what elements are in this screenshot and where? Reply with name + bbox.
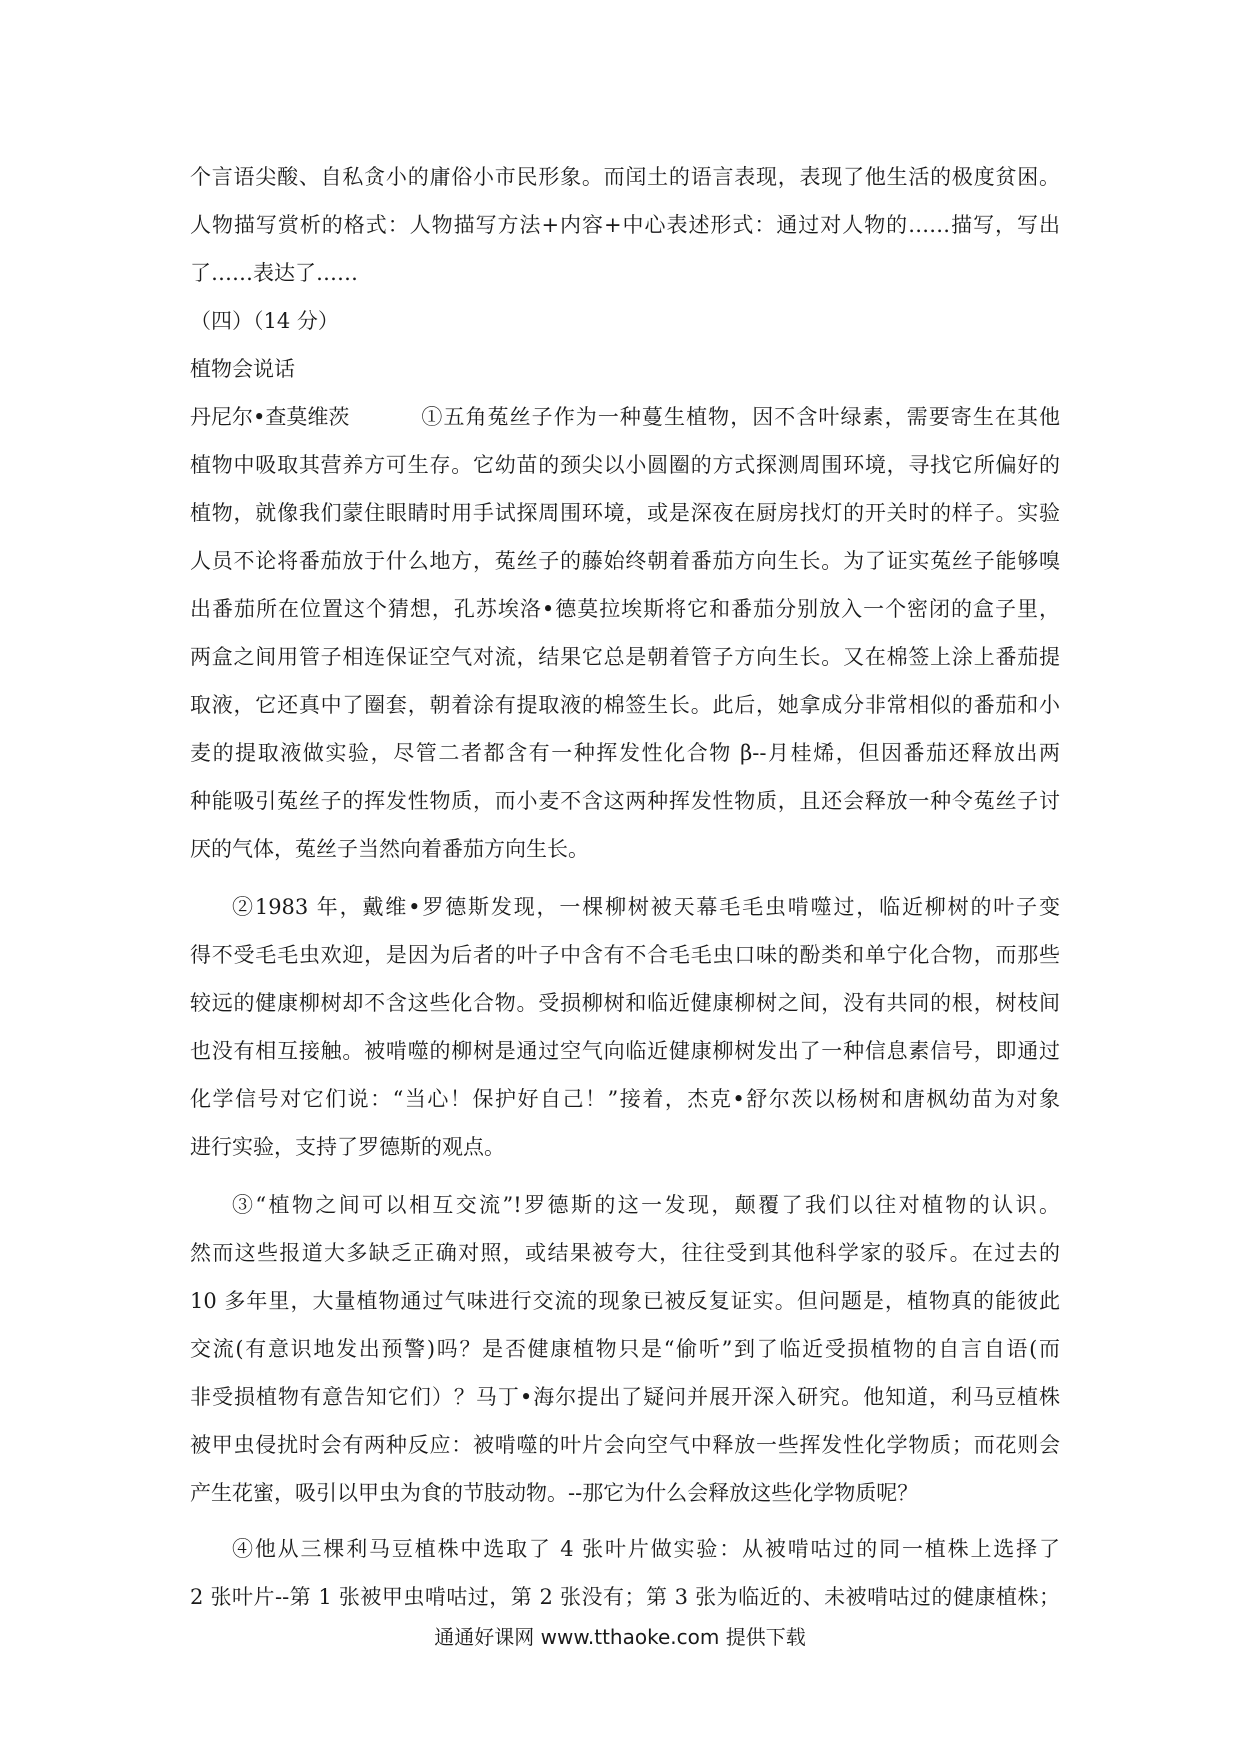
intro-block [190,153,1060,297]
paragraph-1 [190,393,1060,873]
text-line: 种能吸引菟丝子的挥发性物质，而小麦不含这两种挥发性物质，且还会释放一种令菟丝子讨 [190,789,1060,813]
text-line: 化学信号对它们说：“当心！保护好自己！”接着，杰克•舒尔茨以杨树和唐枫幼苗为对象 [190,1087,1060,1111]
text-line: 进行实验，支持了罗德斯的观点。 [190,1135,505,1159]
section-heading: （四）（14 分） [190,309,339,333]
text-line: 也没有相互接触。被啃噬的柳树是通过空气向临近健康柳树发出了一种信息素信号，即通过 [190,1039,1060,1063]
paragraph-gap [190,873,1060,883]
text-line: 个言语尖酸、自私贪小的庸俗小市民形象。而闰土的语言表现，表现了他生活的极度贫困。 [190,165,1060,189]
paragraph-gap [190,1517,1060,1525]
text-line: 两盒之间用管子相连保证空气对流，结果它总是朝着管子方向生长。又在棉签上涂上番茄提 [190,645,1060,669]
text-line: 人员不论将番茄放于什么地方，菟丝子的藤始终朝着番茄方向生长。为了证实菟丝子能够嗅 [190,549,1060,573]
paragraph-gap [190,1171,1060,1181]
document-page [190,153,1060,1621]
text-line: 较远的健康柳树却不含这些化合物。受损柳树和临近健康柳树之间，没有共同的根，树枝间 [190,991,1060,1015]
article-title: 植物会说话 [190,357,295,381]
text-line: ②1983 年，戴维•罗德斯发现，一棵柳树被天幕毛毛虫啃噬过，临近柳树的叶子变 [232,895,1060,919]
text-line: 厌的气体，菟丝子当然向着番茄方向生长。 [190,837,589,861]
text-line: ④他从三棵利马豆植株中选取了 4 张叶片做实验：从被啃咕过的同一植株上选择了 [232,1537,1060,1561]
text-line: 了……表达了…… [190,261,358,285]
text-line: 交流(有意识地发出预警)吗？是否健康植物只是“偷听”到了临近受损植物的自言自语(而 [190,1337,1060,1361]
text-line: 10 多年里，大量植物通过气味进行交流的现象已被反复证实。但问题是，植物真的能彼此 [190,1289,1060,1313]
text-line: 取液，它还真中了圈套，朝着涂有提取液的棉签生长。此后，她拿成分非常相似的番茄和小 [190,693,1060,717]
text-line: 非受损植物有意告知它们）？马丁•海尔提出了疑问并展开深入研究。他知道，利马豆植株 [190,1385,1060,1409]
text-line: ③“植物之间可以相互交流”!罗德斯的这一发现，颠覆了我们以往对植物的认识。 [232,1193,1060,1217]
text-line: 出番茄所在位置这个猜想，孔苏埃洛•德莫拉埃斯将它和番茄分别放入一个密闭的盒子里， [190,597,1060,621]
text-line: 得不受毛毛虫欢迎，是因为后者的叶子中含有不合毛毛虫口味的酚类和单宁化合物，而那些 [190,943,1060,967]
author-name: 丹尼尔•查莫维茨 [190,405,350,429]
text-line: 人物描写赏析的格式：人物描写方法+内容+中心表述形式：通过对人物的……描写，写出 [190,213,1060,237]
text-line: 植物中吸取其营养方可生存。它幼苗的颈尖以小圆圈的方式探测周围环境，寻找它所偏好的 [190,453,1060,477]
text-line: 2 张叶片--第 1 张被甲虫啃咕过，第 2 张没有；第 3 张为临近的、未被啃咕过的健康植株； [190,1585,1060,1609]
text-line: 然而这些报道大多缺乏正确对照，或结果被夸大，往往受到其他科学家的驳斥。在过去的 [190,1241,1060,1265]
paragraph-4 [190,1525,1060,1621]
text-line: 麦的提取液做实验，尽管二者都含有一种挥发性化合物 β--月桂烯，但因番茄还释放出两 [190,741,1060,765]
page-footer: 通通好课网 www.tthaoke.com 提供下载 [434,1625,806,1649]
text-line: 产生花蜜，吸引以甲虫为食的节肢动物。--那它为什么会释放这些化学物质呢？ [190,1481,919,1505]
paragraph-2 [190,883,1060,1171]
paragraph-3 [190,1181,1060,1517]
text-line: 被甲虫侵扰时会有两种反应：被啃噬的叶片会向空气中释放一些挥发性化学物质；而花则会 [190,1433,1060,1457]
text-line: 植物，就像我们蒙住眼睛时用手试探周围环境，或是深夜在厨房找灯的开关时的样子。实验 [190,501,1060,525]
text-line: ①五角菟丝子作为一种蔓生植物，因不含叶绿素，需要寄生在其他 [421,405,1060,429]
author-line [190,393,1060,441]
